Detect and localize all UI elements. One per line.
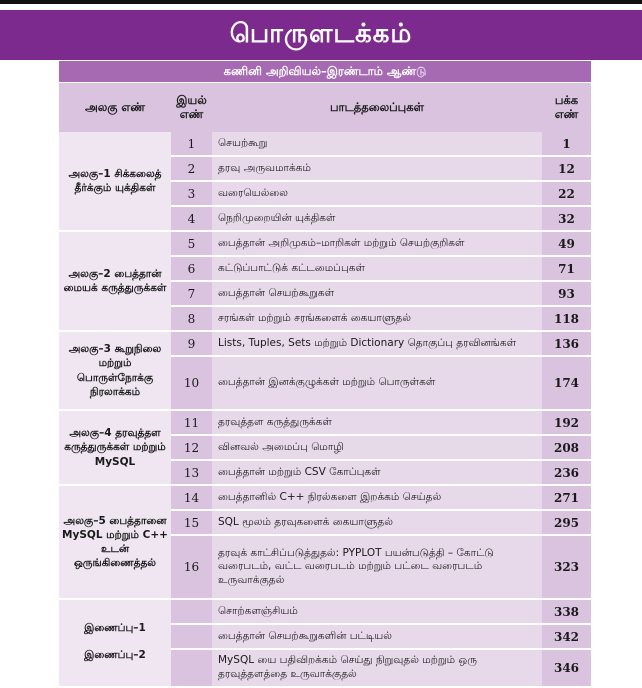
chapter-number: 9 — [171, 331, 212, 356]
page-number: 323 — [542, 535, 591, 599]
chapter-number: 12 — [171, 435, 212, 460]
chapter-title: சரங்கள் மற்றும் சரங்களைக் கையாளுதல் — [212, 306, 542, 331]
chapter-number: 1 — [171, 132, 212, 156]
unit-label: அலகு–5 பைத்தானை MySQL மற்றும் C++ உடன் ஒருங்கிணைத்தல் — [59, 485, 171, 599]
header-topic: பாடத்தலைப்புகள் — [212, 83, 542, 132]
header-unit: அலகு எண் — [59, 83, 171, 132]
table-row — [59, 132, 591, 156]
appendix-1-label: இணைப்பு–1 — [84, 622, 146, 634]
chapter-number: 2 — [171, 156, 212, 181]
page-number: 32 — [542, 206, 591, 231]
chapter-number: 13 — [171, 460, 212, 485]
chapter-number: 7 — [171, 281, 212, 306]
chapter-title: பைத்தான் அறிமுகம்–மாறிகள் மற்றும் செயற்குறிகள் — [212, 231, 542, 256]
page-title: பொருளடக்கம் — [0, 10, 642, 60]
appendix-labels — [59, 599, 171, 687]
page-number: 174 — [542, 356, 591, 410]
unit-label: அலகு–2 பைத்தான் மையக் கருத்துருக்கள் — [59, 231, 171, 331]
chapter-number: 8 — [171, 306, 212, 331]
page-number: 208 — [542, 435, 591, 460]
chapter-title: தரவு அருவமாக்கம் — [212, 156, 542, 181]
page-number: 71 — [542, 256, 591, 281]
header-chapter: இயல் எண் — [171, 83, 212, 132]
page-number: 118 — [542, 306, 591, 331]
table-row — [59, 331, 591, 356]
chapter-number: 3 — [171, 181, 212, 206]
chapter-title: வினவல் அமைப்பு மொழி — [212, 435, 542, 460]
chapter-title: SQL மூலம் தரவுகளைக் கையாளுதல் — [212, 510, 542, 535]
table-row — [59, 599, 591, 624]
chapter-title: பைத்தான் மற்றும் CSV கோப்புகள் — [212, 460, 542, 485]
page-number: 192 — [542, 410, 591, 435]
chapter-number — [171, 599, 212, 624]
top-rule — [0, 0, 642, 4]
contents-table — [59, 83, 591, 688]
chapter-title: தரவுத்தள கருத்துருக்கள் — [212, 410, 542, 435]
page-number: 49 — [542, 231, 591, 256]
page-number: 12 — [542, 156, 591, 181]
chapter-title: கட்டுப்பாட்டுக் கட்டமைப்புகள் — [212, 256, 542, 281]
chapter-number — [171, 624, 212, 649]
unit-label: அலகு–3 கூறுநிலை மற்றும் பொருள்நோக்கு நிரலாக்கம் — [59, 331, 171, 410]
chapter-title: செயற்கூறு — [212, 132, 542, 156]
chapter-title: பைத்தான் இனக்குழுக்கள் மற்றும் பொருள்கள் — [212, 356, 542, 410]
table-header-row — [59, 83, 591, 132]
unit-label: அலகு–1 சிக்கலைத் தீர்க்கும் யுக்திகள் — [59, 132, 171, 231]
page-number: 338 — [542, 599, 591, 624]
chapter-number: 10 — [171, 356, 212, 410]
chapter-number: 6 — [171, 256, 212, 281]
chapter-number: 11 — [171, 410, 212, 435]
page-number: 342 — [542, 624, 591, 649]
chapter-number: 15 — [171, 510, 212, 535]
chapter-title: Lists, Tuples, Sets மற்றும் Dictionary தொகுப்பு தரவினங்கள் — [212, 331, 542, 356]
page-number: 271 — [542, 485, 591, 510]
subject-subtitle: கணினி அறிவியல்–இரண்டாம் ஆண்டு — [59, 61, 591, 82]
page-number: 295 — [542, 510, 591, 535]
chapter-number: 5 — [171, 231, 212, 256]
appendix-title: சொற்களஞ்சியம் — [212, 599, 542, 624]
unit-label: அலகு–4 தரவுத்தள கருத்துருக்கள் மற்றும் MySQL — [59, 410, 171, 485]
chapter-title: பைத்தானில் C++ நிரல்களை இறக்கம் செய்தல் — [212, 485, 542, 510]
page-number: 236 — [542, 460, 591, 485]
table-row — [59, 231, 591, 256]
chapter-title: பைத்தான் செயற்கூறுகள் — [212, 281, 542, 306]
page-number: 136 — [542, 331, 591, 356]
table-row — [59, 410, 591, 435]
appendix-2-label: இணைப்பு–2 — [84, 649, 146, 661]
appendix-title: MySQL யை பதிவிறக்கம் செய்து நிறுவுதல் மற்றும் ஒரு தரவுத்தளத்தை உருவாக்குதல் — [212, 649, 542, 687]
page-number: 1 — [542, 132, 591, 156]
header-page: பக்க எண் — [542, 83, 591, 132]
chapter-number: 4 — [171, 206, 212, 231]
table-row — [59, 485, 591, 510]
chapter-number — [171, 649, 212, 687]
appendix-title: பைத்தான் செயற்கூறுகளின் பட்டியல் — [212, 624, 542, 649]
page-number: 93 — [542, 281, 591, 306]
chapter-number: 14 — [171, 485, 212, 510]
chapter-number: 16 — [171, 535, 212, 599]
chapter-title: நெறிமுறையின் யுக்திகள் — [212, 206, 542, 231]
page-number: 346 — [542, 649, 591, 687]
chapter-title: தரவுக் காட்சிப்படுத்துதல்: PYPLOT பயன்படுத்தி – கோட்டு வரைபடம், வட்ட வரைபடம் மற்றும் பட்டை வரைபடம் உருவாக்குதல் — [212, 535, 542, 599]
page-number: 22 — [542, 181, 591, 206]
chapter-title: வரையெல்லை — [212, 181, 542, 206]
